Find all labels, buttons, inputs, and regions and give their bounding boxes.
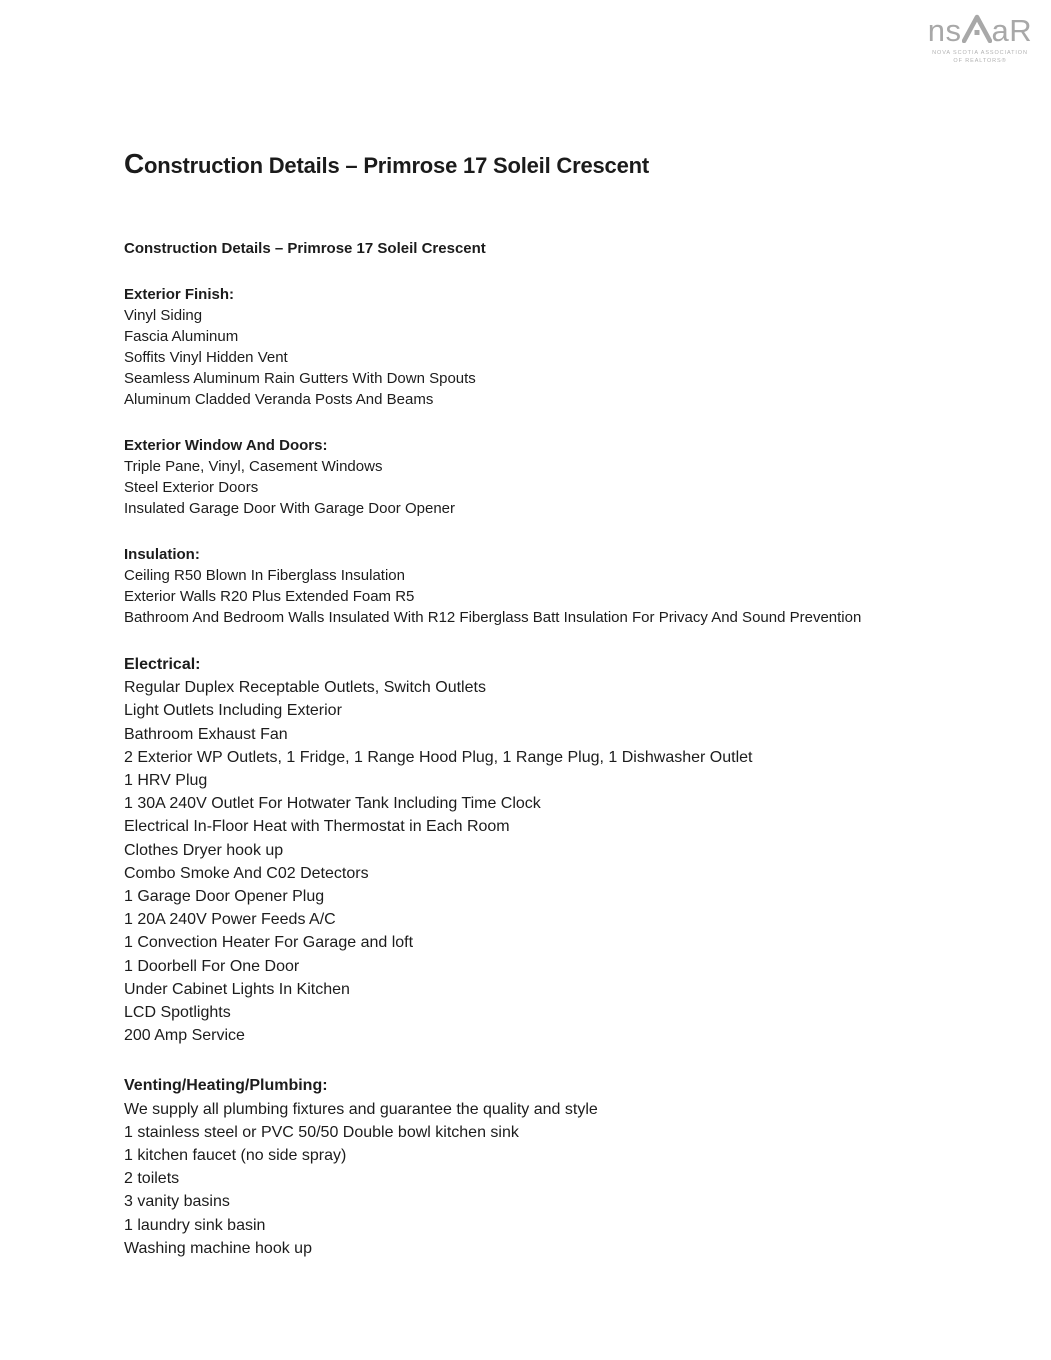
logo-tagline-line2: OF REALTORS®	[953, 58, 1007, 65]
section-item: Regular Duplex Receptable Outlets, Switch Outlets	[124, 679, 486, 697]
section-item: 2 toilets	[124, 1170, 180, 1188]
section	[124, 435, 954, 519]
section	[124, 1074, 954, 1260]
logo-tagline-line1: NOVA SCOTIA ASSOCIATION	[932, 50, 1028, 56]
section	[124, 653, 954, 1047]
section-item: Light Outlets Including Exterior	[124, 702, 342, 720]
section-item: Exterior Walls R20 Plus Extended Foam R5	[124, 588, 415, 605]
content-sections	[124, 238, 954, 1260]
section-item: 1 HRV Plug	[124, 772, 208, 790]
logo-text-ns: ns	[927, 13, 962, 48]
section	[124, 544, 954, 628]
section-item: Vinyl Siding	[124, 307, 203, 324]
section-item: 1 20A 240V Power Feeds A/C	[124, 911, 336, 929]
nsar-logo	[921, 13, 1039, 66]
house-roof-icon	[962, 13, 992, 47]
section-heading: Exterior Window And Doors:	[124, 437, 328, 454]
section-item: Triple Pane, Vinyl, Casement Windows	[124, 458, 383, 475]
section-item: Under Cabinet Lights In Kitchen	[124, 980, 350, 998]
section-item: 1 Doorbell For One Door	[124, 957, 300, 975]
section-item: Clothes Dryer hook up	[124, 841, 284, 859]
section-item: Bathroom Exhaust Fan	[124, 725, 288, 743]
section-item: Fascia Aluminum	[124, 328, 239, 345]
section-item: 200 Amp Service	[124, 1027, 245, 1045]
section-item: 3 vanity basins	[124, 1193, 230, 1211]
section-item: Electrical In-Floor Heat with Thermostat in Each Room	[124, 818, 510, 836]
section-item: We supply all plumbing fixtures and guarantee the quality and style	[124, 1100, 598, 1118]
section-item: 1 Garage Door Opener Plug	[124, 888, 325, 906]
logo-tagline	[921, 49, 1039, 66]
section-item: LCD Spotlights	[124, 1004, 231, 1022]
section-item: 1 Convection Heater For Garage and loft	[124, 934, 414, 952]
section-item: 1 stainless steel or PVC 50/50 Double bowl kitchen sink	[124, 1123, 519, 1141]
section-item: Soffits Vinyl Hidden Vent	[124, 349, 288, 366]
logo-text-ar: aR	[991, 13, 1033, 48]
section-heading: Construction Details – Primrose 17 Soleil Crescent	[124, 240, 486, 257]
section-item: 1 kitchen faucet (no side spray)	[124, 1147, 347, 1165]
section-item: 2 Exterior WP Outlets, 1 Fridge, 1 Range Hood Plug, 1 Range Plug, 1 Dishwasher Outlet	[124, 748, 753, 766]
section-item: Seamless Aluminum Rain Gutters With Down Spouts	[124, 370, 476, 387]
section-heading: Venting/Heating/Plumbing:	[124, 1077, 328, 1095]
section	[124, 238, 954, 259]
section-item: 1 laundry sink basin	[124, 1216, 266, 1234]
section-heading: Exterior Finish:	[124, 286, 235, 303]
nsar-logo-mark	[921, 13, 1039, 46]
page-title: Construction Details – Primrose 17 Soleil Crescent	[124, 148, 649, 179]
section-item: 1 30A 240V Outlet For Hotwater Tank Including Time Clock	[124, 795, 541, 813]
section-item: Aluminum Cladded Veranda Posts And Beams	[124, 391, 434, 408]
section-heading: Electrical:	[124, 656, 201, 673]
section-item: Combo Smoke And C02 Detectors	[124, 864, 369, 882]
section-item: Steel Exterior Doors	[124, 479, 259, 496]
section-item: Ceiling R50 Blown In Fiberglass Insulation	[124, 567, 405, 584]
section-heading: Insulation:	[124, 546, 200, 563]
section-item: Washing machine hook up	[124, 1239, 312, 1257]
section-item: Bathroom And Bedroom Walls Insulated With R12 Fiberglass Batt Insulation For Privacy And Sound Prevention	[124, 609, 862, 626]
section	[124, 284, 954, 410]
section-item: Insulated Garage Door With Garage Door Opener	[124, 500, 456, 517]
